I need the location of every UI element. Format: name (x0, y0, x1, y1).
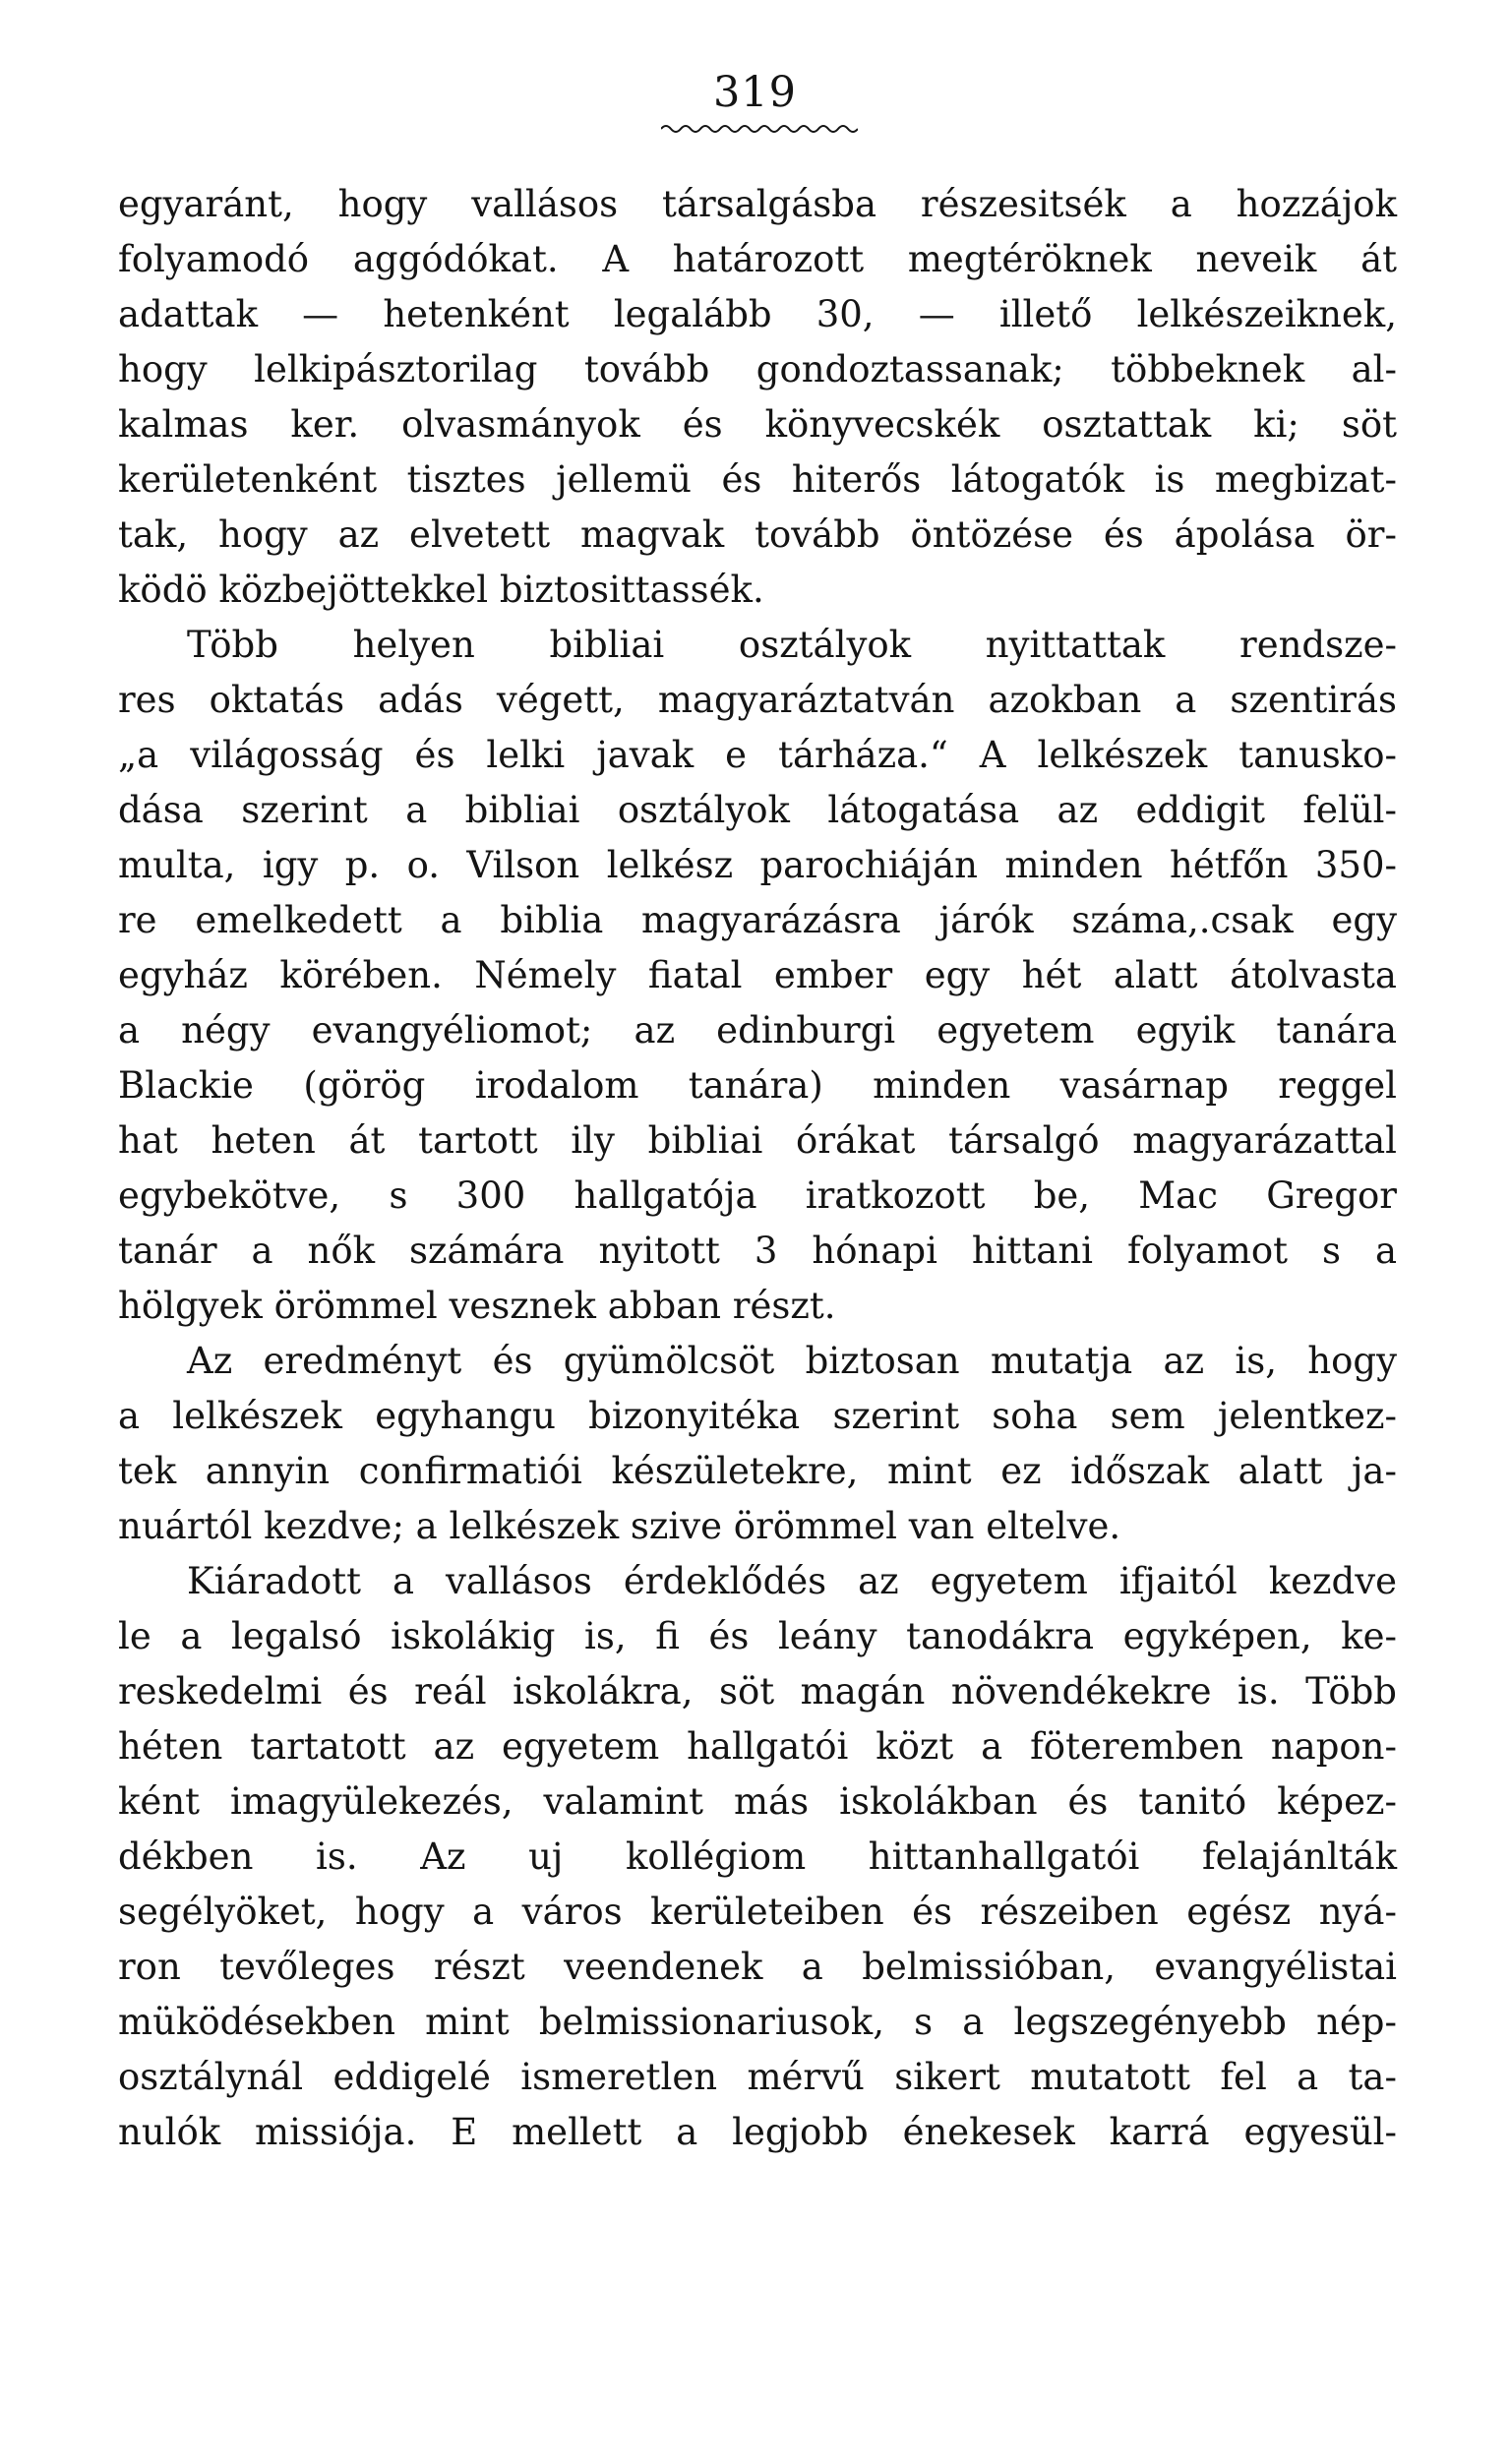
text-line: müködésekben mint belmissionariusok, s a legszegényebb nép- (118, 2001, 1397, 2043)
page-number: 319 (712, 68, 798, 117)
text-line: hölgyek örömmel vesznek abban részt. (118, 1285, 836, 1327)
text-line: kalmas ker. olvasmányok és könyvecskék osztattak ki; söt (118, 403, 1397, 446)
text-line: tanár a nők számára nyitott 3 hónapi hittani folyamot s a (118, 1230, 1397, 1272)
text-line: re emelkedett a biblia magyarázásra járók száma,.csak egy (118, 899, 1397, 941)
text-line: Blackie (görög irodalom tanára) minden vasárnap reggel (118, 1064, 1397, 1107)
text-line: dékben is. Az uj kollégiom hittanhallgatói felajánlták (118, 1835, 1397, 1878)
text-line: dása szerint a bibliai osztályok látogatása az eddigit felül- (118, 789, 1397, 831)
text-line: ködö közbejöttekkel biztosittassék. (118, 569, 764, 611)
text-line: Az eredményt és gyümölcsöt biztosan mutatja az is, hogy (187, 1340, 1397, 1382)
text-line: segélyöket, hogy a város kerületeiben és részeiben egész nyá- (118, 1891, 1397, 1933)
text-line: ron tevőleges részt veendenek a belmissióban, evangyélistai (118, 1946, 1397, 1988)
text-line: a lelkészek egyhangu bizonyitéka szerint soha sem jelentkez- (118, 1395, 1397, 1437)
text-line: osztálynál eddigelé ismeretlen mérvű sikert mutatott fel a ta- (118, 2056, 1397, 2098)
text-line: nuártól kezdve; a lelkészek szive örömmel van eltelve. (118, 1505, 1121, 1547)
text-line: tak, hogy az elvetett magvak tovább öntözése és ápolása ör- (118, 513, 1397, 556)
text-line: multa, igy p. o. Vilson lelkész parochiáján minden hétfőn 350- (118, 844, 1397, 886)
text-line: ként imagyülekezés, valamint más iskolákban és tanitó képez- (118, 1780, 1397, 1823)
wavy-rule-ornament (661, 122, 858, 136)
text-line: hat heten át tartott ily bibliai órákat társalgó magyarázattal (118, 1119, 1397, 1162)
text-line: egyház körében. Némely fiatal ember egy hét alatt átolvasta (118, 954, 1397, 996)
text-line: a négy evangyéliomot; az edinburgi egyetem egyik tanára (118, 1009, 1397, 1052)
text-line: res oktatás adás végett, magyaráztatván azokban a szentirás (118, 679, 1397, 721)
text-line: hogy lelkipásztorilag tovább gondoztassanak; többeknek al- (118, 348, 1397, 391)
text-line: Több helyen bibliai osztályok nyittattak rendsze- (187, 624, 1397, 666)
text-line: folyamodó aggódókat. A határozott megtéröknek neveik át (118, 238, 1397, 280)
text-line: egybekötve, s 300 hallgatója iratkozott be, Mac Gregor (118, 1174, 1397, 1217)
text-line: kerületenként tisztes jellemü és hiterős látogatók is megbizat- (118, 458, 1397, 501)
body-text (118, 177, 1397, 2160)
text-line: nulók missiója. E mellett a legjobb énekesek karrá egyesül- (118, 2111, 1397, 2153)
text-line: adattak — hetenként legalább 30, — illető lelkészeiknek, (118, 293, 1397, 335)
text-line: héten tartatott az egyetem hallgatói közt a föteremben napon- (118, 1725, 1397, 1768)
text-line: tek annyin confirmatiói készületekre, mint ez időszak alatt ja- (118, 1450, 1397, 1492)
text-line: Kiáradott a vallásos érdeklődés az egyetem ifjaitól kezdve (187, 1560, 1397, 1602)
text-line: reskedelmi és reál iskolákra, söt magán növendékekre is. Több (118, 1670, 1397, 1713)
text-line: le a legalsó iskolákig is, fi és leány tanodákra egyképen, ke- (118, 1615, 1397, 1657)
text-line: „a világosság és lelki javak e tárháza.“ A lelkészek tanusko- (118, 734, 1397, 776)
text-line: egyaránt, hogy vallásos társalgásba részesitsék a hozzájok (118, 183, 1397, 225)
